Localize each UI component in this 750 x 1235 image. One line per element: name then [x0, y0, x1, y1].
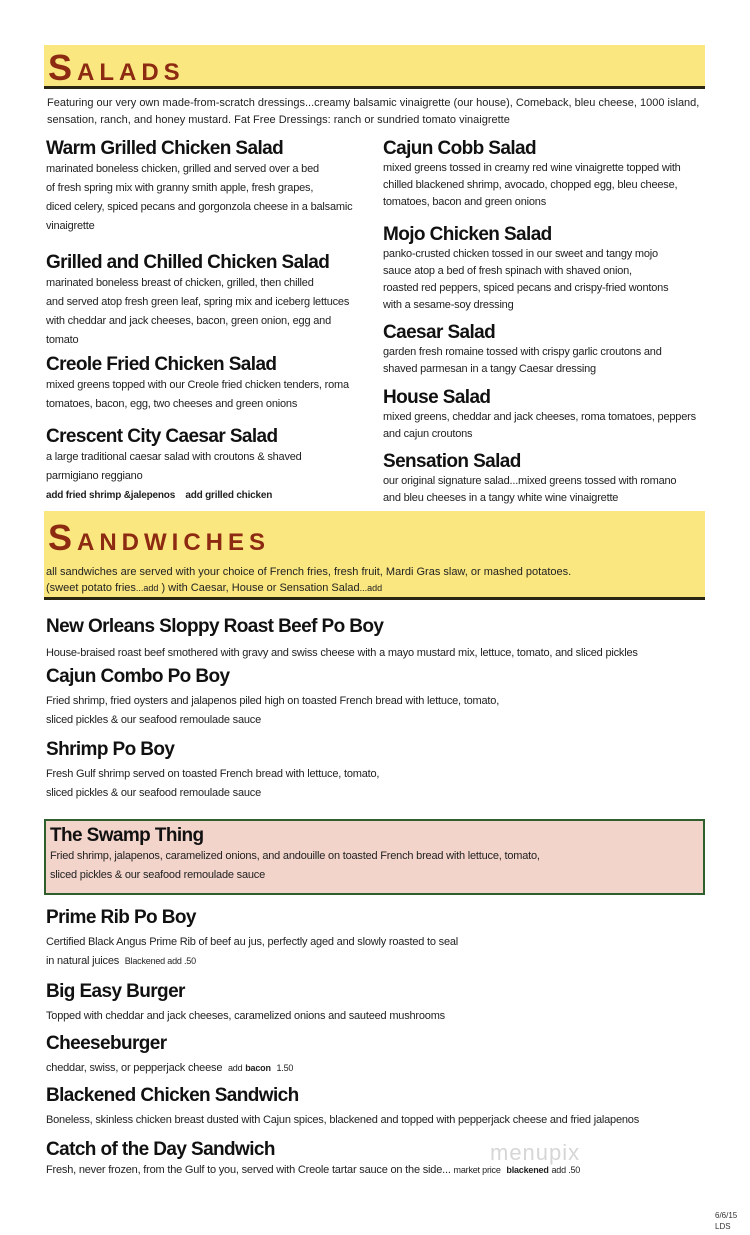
item-name: Caesar Salad	[383, 322, 496, 343]
item-desc	[46, 952, 458, 971]
item-name: Warm Grilled Chicken Salad	[46, 138, 284, 159]
item-desc: House-braised roast beef smothered with gravy and swiss cheese with a mayo mustard mix, lettuce, tomato, and sliced pickles	[46, 647, 638, 659]
item-desc: Fried shrimp, fried oysters and jalapenos piled high on toasted French bread with lettuce, tomato,	[46, 695, 500, 707]
menu-item-mojo-chicken-salad	[383, 224, 668, 314]
menu-item-grilled-and-chilled-chicken-salad	[46, 252, 349, 350]
item-name: Big Easy Burger	[46, 981, 185, 1002]
intro-add: ...add	[359, 583, 383, 593]
salads-header	[44, 45, 705, 89]
item-price: 1.50	[276, 1063, 294, 1073]
title-rest: ANDWICHES	[77, 529, 271, 556]
menu-item-blackened-chicken-sandwich	[46, 1085, 639, 1130]
item-name: Cheeseburger	[46, 1033, 167, 1054]
item-price: market price	[453, 1165, 501, 1175]
item-desc: tomatoes, bacon and green onions	[383, 196, 546, 208]
desc-text: in natural juices	[46, 955, 120, 967]
item-name: New Orleans Sloppy Roast Beef Po Boy	[46, 616, 384, 637]
intro-text: (sweet potato fries	[46, 582, 136, 594]
desc-text: cheddar, swiss, or pepperjack cheese	[46, 1062, 223, 1074]
item-desc: and bleu cheeses in a tangy white wine vinaigrette	[383, 492, 619, 504]
menu-item-shrimp-po-boy	[46, 739, 379, 803]
item-desc: a large traditional caesar salad with croutons & shaved	[46, 451, 302, 463]
item-extra: bacon	[245, 1063, 271, 1073]
menu-item-big-easy-burger	[46, 981, 445, 1026]
intro-line: sensation, ranch, and honey mustard. Fat Free Dressings: ranch or sundried tomato vinaigrette	[47, 114, 510, 126]
item-desc: with cheddar and jack cheeses, bacon, green onion, egg and	[46, 315, 331, 327]
item-name: Creole Fried Chicken Salad	[46, 354, 277, 375]
item-extra: Blackened add .50	[124, 956, 196, 966]
item-desc: Topped with cheddar and jack cheeses, caramelized onions and sauteed mushrooms	[46, 1010, 445, 1022]
item-desc: with a sesame-soy dressing	[383, 299, 514, 311]
intro-text: ) with Caesar, House or Sensation Salad	[158, 582, 360, 594]
item-name: Cajun Combo Po Boy	[46, 666, 230, 687]
watermark: menupix	[490, 1140, 581, 1165]
menu-item-cajun-combo-po-boy	[46, 666, 499, 730]
item-desc: Certified Black Angus Prime Rib of beef au jus, perfectly aged and slowly roasted to seal	[46, 936, 459, 948]
item-desc	[46, 1059, 293, 1078]
title-rest: ALADS	[77, 59, 185, 86]
item-desc: tomatoes, bacon, egg, two cheeses and green onions	[46, 398, 298, 410]
intro-line: all sandwiches are served with your choice of French fries, fresh fruit, Mardi Gras slaw, or mashed potatoes.	[46, 566, 572, 578]
item-name: The Swamp Thing	[50, 825, 204, 846]
item-name: Grilled and Chilled Chicken Salad	[46, 252, 330, 273]
item-desc: marinated boneless chicken, grilled and served over a bed	[46, 163, 319, 175]
item-desc: panko-crusted chicken tossed in our sweet and tangy mojo	[383, 248, 658, 260]
item-desc: sauce atop a bed of fresh spinach with shaved onion,	[383, 265, 632, 277]
title-initial: S	[48, 517, 78, 558]
item-name: Crescent City Caesar Salad	[46, 426, 278, 447]
footer-initials: LDS	[715, 1222, 731, 1231]
item-name: Prime Rib Po Boy	[46, 907, 196, 928]
item-desc: Boneless, skinless chicken breast dusted with Cajun spices, blackened and topped with pepperjack cheese and fried jalapenos	[46, 1114, 640, 1126]
item-name: Cajun Cobb Salad	[383, 138, 536, 159]
item-desc: Fried shrimp, jalapenos, caramelized onions, and andouille on toasted French bread with lettuce, tomato,	[50, 850, 540, 862]
item-desc: sliced pickles & our seafood remoulade sauce	[50, 869, 265, 881]
item-desc: shaved parmesan in a tangy Caesar dressing	[383, 363, 596, 375]
item-extra: blackened	[506, 1165, 549, 1175]
item-name: House Salad	[383, 387, 491, 408]
item-name: Sensation Salad	[383, 451, 521, 472]
item-desc: and served atop fresh green leaf, spring mix and iceberg lettuces	[46, 296, 350, 308]
item-desc: Fresh Gulf shrimp served on toasted French bread with lettuce, tomato,	[46, 768, 380, 780]
item-name: Catch of the Day Sandwich	[46, 1139, 275, 1160]
item-desc: marinated boneless breast of chicken, grilled, then chilled	[46, 277, 314, 289]
menu-item-sloppy-roast-beef-po-boy	[46, 616, 638, 663]
item-desc: our original signature salad...mixed greens tossed with romano	[383, 475, 677, 487]
menu-item-cheeseburger	[46, 1033, 293, 1078]
sandwiches-intro	[46, 564, 571, 596]
menu-item-swamp-thing	[50, 825, 540, 885]
salads-intro	[47, 95, 699, 129]
intro-line	[46, 580, 571, 596]
item-desc: sliced pickles & our seafood remoulade sauce	[46, 714, 261, 726]
item-desc: chilled blackened shrimp, avocado, chopped egg, bleu cheese,	[383, 179, 678, 191]
footer-stamp	[715, 1210, 737, 1232]
item-name: Blackened Chicken Sandwich	[46, 1085, 299, 1106]
intro-line: Featuring our very own made-from-scratch dressings...creamy balsamic vinaigrette (our house), Comeback, bleu cheese, 1000 island,	[47, 97, 700, 109]
item-desc: garden fresh romaine tossed with crispy garlic croutons and	[383, 346, 662, 358]
sandwiches-header	[44, 511, 705, 600]
item-desc: parmigiano reggiano	[46, 470, 143, 482]
menu-item-warm-grilled-chicken-salad	[46, 138, 352, 236]
sandwiches-title	[48, 517, 270, 559]
footer-date: 6/6/15	[715, 1211, 738, 1220]
menu-item-crescent-city-caesar-salad	[46, 426, 302, 505]
item-desc: of fresh spring mix with granny smith apple, fresh grapes,	[46, 182, 314, 194]
item-desc: mixed greens topped with our Creole fried chicken tenders, roma	[46, 379, 349, 391]
item-desc: vinaigrette	[46, 220, 95, 232]
menu-item-cajun-cobb-salad	[383, 138, 681, 211]
item-desc: tomato	[46, 334, 79, 346]
menu-item-creole-fried-chicken-salad	[46, 354, 349, 414]
featured-swamp-thing-box	[44, 819, 705, 895]
item-extra: add .50	[551, 1165, 581, 1175]
title-initial: S	[48, 47, 78, 88]
item-addons: add fried shrimp &jalepenos add grilled chicken	[46, 490, 273, 501]
item-desc: roasted red peppers, spiced pecans and crispy-fried wontons	[383, 282, 669, 294]
menu-item-prime-rib-po-boy	[46, 907, 458, 971]
menu-item-sensation-salad	[383, 451, 676, 507]
item-desc: diced celery, spiced pecans and gorgonzola cheese in a balsamic	[46, 201, 353, 213]
item-desc: sliced pickles & our seafood remoulade sauce	[46, 787, 261, 799]
menu-item-house-salad	[383, 387, 696, 443]
item-desc: and cajun croutons	[383, 428, 473, 440]
item-name: Mojo Chicken Salad	[383, 224, 552, 245]
item-desc: mixed greens, cheddar and jack cheeses, roma tomatoes, peppers	[383, 411, 696, 423]
salads-title	[48, 47, 185, 89]
desc-text: Fresh, never frozen, from the Gulf to you, served with Creole tartar sauce on the side...	[46, 1164, 451, 1176]
item-desc: mixed greens tossed in creamy red wine vinaigrette topped with	[383, 162, 681, 174]
intro-add: ...add	[135, 583, 159, 593]
item-extra: add	[227, 1063, 243, 1073]
menu-item-caesar-salad	[383, 322, 662, 378]
item-name: Shrimp Po Boy	[46, 739, 175, 760]
